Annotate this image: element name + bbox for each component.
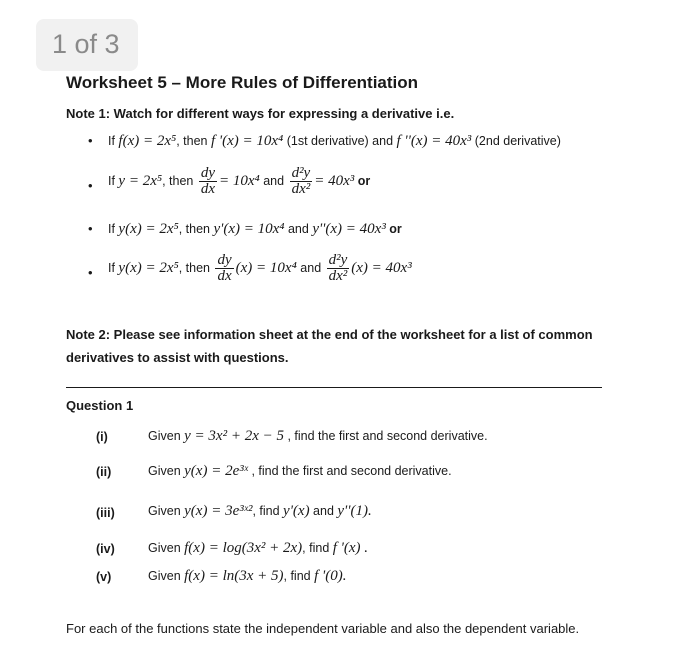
page-indicator: [36, 19, 138, 71]
note-1: Note 1: Watch for different ways for expressing a derivative i.e.: [66, 106, 455, 121]
question-heading: Question 1: [66, 398, 134, 413]
question-part-number: (i): [96, 430, 108, 444]
fraction-dy-dx: $\frac{dy}{dx}$: [200, 165, 215, 197]
bullet-dot: •: [88, 265, 93, 280]
question-part-number: (ii): [96, 465, 112, 479]
bullet-2-line: If y = 2x⁵, then $\frac{dy}{dx}$ = 10x⁴ and $\frac{\text{d²y}}{\text{dx²}}$ = 40x³ or: [108, 165, 371, 197]
note-2-line-1: Note 2: Please see information sheet at the end of the worksheet for a list of common: [66, 327, 593, 342]
fraction-d2y-dx2: $\frac{\text{d²y}}{\text{dx²}}$: [291, 165, 311, 197]
note-2-line-2: derivatives to assist with questions.: [66, 350, 289, 365]
question-part-text: Given f(x) = ln(3x + 5), find f '(0).: [148, 568, 347, 584]
fraction-dy-dx: $\frac{dy}{dx}$: [217, 252, 232, 284]
bullet-1-line: If f(x) = 2x⁵, then f '(x) = 10x⁴ (1st derivative) and f ''(x) = 40x³ (2nd derivative): [108, 133, 561, 149]
question-part-text: Given f(x) = log(3x² + 2x), find f '(x) .: [148, 540, 369, 556]
question-part-text: Given y(x) = 2e³ˣ , find the first and second derivative.: [148, 463, 452, 479]
question-part-number: (iii): [96, 506, 115, 520]
worksheet-title: Worksheet 5 – More Rules of Differentiation: [66, 73, 419, 92]
bullet-dot: •: [88, 133, 93, 148]
question-part-number: (v): [96, 570, 112, 584]
bullet-4-line: If y(x) = 2x⁵, then $\frac{dy}{dx}$ (x) = 10x⁴ and $\frac{\text{d²y}}{\text{dx²}}$ (x) = 40x³: [108, 252, 412, 284]
divider: [66, 387, 602, 388]
question-part-number: (iv): [96, 542, 115, 556]
question-part-text: Given y = 3x² + 2x − 5 , find the first and second derivative.: [148, 428, 488, 444]
bullet-dot: •: [88, 221, 93, 236]
fraction-d2y-dx2: $\frac{\text{d²y}}{\text{dx²}}$: [328, 252, 348, 284]
page-indicator-label: 1 of 3: [52, 29, 120, 59]
footer-instruction: For each of the functions state the independent variable and also the dependent variable.: [66, 621, 580, 636]
question-part-text: Given y(x) = 3e³ˣ², find y'(x) and y''(1).: [148, 503, 372, 519]
bullet-dot: •: [88, 178, 93, 193]
bullet-3-line: If y(x) = 2x⁵, then y'(x) = 10x⁴ and y''(x) = 40x³ or: [108, 221, 402, 237]
